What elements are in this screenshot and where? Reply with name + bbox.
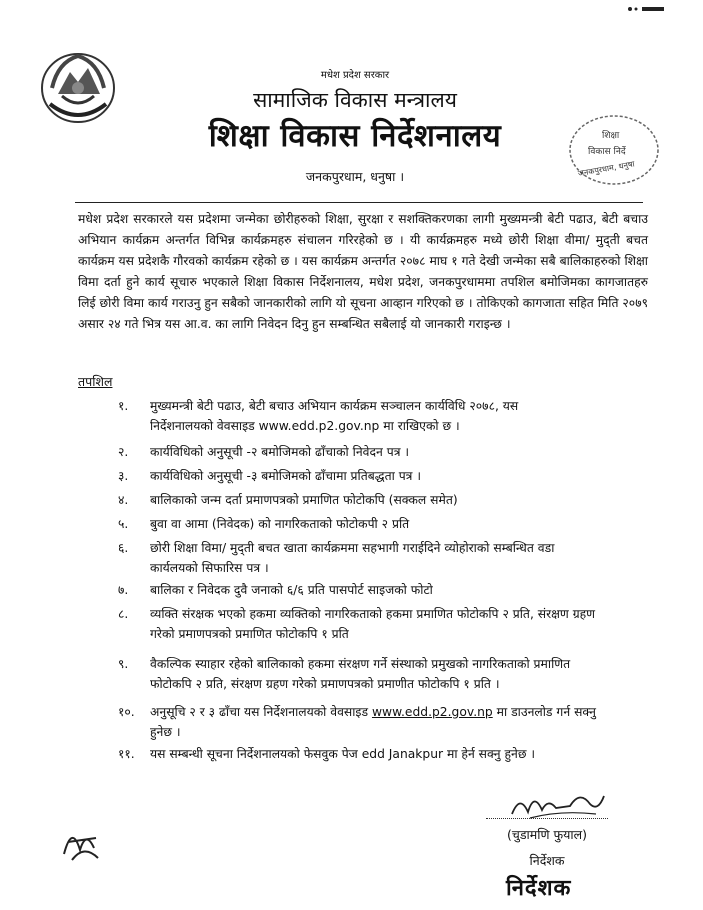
item-number: २. (118, 445, 129, 459)
signatory-stamp: निर्देशक (506, 876, 572, 901)
item-text: मुख्यमन्त्री बेटी पढाउ, बेटी बचाउ अभियान कार्यक्रम सञ्चालन कार्यविधि २०७८, यस (150, 399, 519, 413)
directorate-name: शिक्षा विकास निर्देशनालय (208, 118, 502, 154)
item-text: यस सम्बन्धी सूचना निर्देशनालयको फेसवुक पेज edd Janakpur मा हेर्न सक्नु हुनेछ । (150, 747, 536, 761)
item-text-cont: निर्देशनालयको वेवसाइड www.edd.p2.gov.np मा राखिएको छ । (150, 419, 460, 433)
item-number: ४. (118, 493, 129, 507)
list-item-9 (118, 654, 650, 694)
item-text-cont: कार्यलयको सिफारिस पत्र । (150, 561, 269, 575)
list-item-1 (118, 396, 650, 436)
item-text: छोरी शिक्षा विमा/ मुद्‌ती बचत खाता कार्यक्रममा सहभागी गराईदिने व्योहोराको सम्बन्धित वडा (150, 541, 555, 555)
government-name: मधेश प्रदेश सरकार (320, 70, 390, 81)
header-divider (75, 202, 643, 203)
item-number: ५. (118, 517, 129, 531)
item-number: ३. (118, 469, 129, 483)
item-number: ८. (118, 607, 129, 621)
list-item-4 (118, 490, 650, 510)
list-item-3 (118, 466, 650, 486)
list-item-5 (118, 514, 650, 534)
item-text: बालिकाको जन्म दर्ता प्रमाणपत्रको प्रमाणित फोटोकपि (सक्कल समेत) (150, 493, 458, 507)
item-number: ७. (118, 583, 129, 597)
office-stamp (566, 112, 662, 188)
item-text-cont: हुनेछ । (150, 725, 181, 739)
item-text: व्यक्ति संरक्षक भएको हकमा व्यक्तिको नागरिकताको हकमा प्रमाणित फोटोकपि २ प्रति, संरक्षण ग्रहण (150, 607, 596, 621)
item-text-cont: फोटोकपि २ प्रति, संरक्षण ग्रहण गरेको प्रमाणपत्रको प्रमाणीत फोटोकपि १ प्रति । (150, 677, 500, 691)
item-text: कार्यविधिको अनुसूची -२ बमोजिमको ढाँचाको निवेदन पत्र । (150, 445, 410, 459)
list-item-7 (118, 580, 650, 600)
item-number: ६. (118, 541, 129, 555)
corner-dots-mark (626, 4, 670, 14)
item-text: बालिका र निवेदक दुवै जनाको ६/६ प्रति पासपोर्ट साइजको फोटो (150, 583, 433, 597)
stamp-line-2: विकास निर्दे (588, 147, 626, 157)
notice-body: मधेश प्रदेश सरकारले यस प्रदेशमा जन्मेका छोरीहरुको शिक्षा, सुरक्षा र सशक्तिकरणका लागी मुख्यमन्त्री बेटी पढाउ, बेटी बचाउ अभियान कार्यक्रम अन्तर्गत विभिन्न कार्यक्रमहरु संचालन गरिरहेको छ । यी कार्यक्रमहरु मध्ये छोरी शिक्षा वीमा/ मुद्‌ती बचत कार्यक्रम यस प्रदेशकै गौरवको कार्यक्रम रहेको छ । यस कार्यक्रम अन्तर्गत २०७८ माघ १ गते देखी जन्मेका सबै बालिकाहरुको शिक्षा विमा दर्ता हुने कार्य सूचारु भएकाले शिक्षा विकास निर्देशनालय, मधेश प्रदेश, जनकपुरधाममा तपशिल बमोजिमका कागजातहरु लिई छोरी विमा कार्य गराउनु हुन सबैको जानकारीको लागि यो सूचना आव्हान गरिएको छ । तोकिएको कागजाता सहित मिति २०७९ असार २४ गते भित्र यस आ.व. का लागि निवेदन दिनु हुन सम्बन्धित सबैलाई यो जानकारी गराइन्छ । (78, 212, 648, 331)
item-text: मा डाउनलोड गर्न सक्नु (492, 705, 596, 719)
list-item-11 (118, 744, 650, 764)
signatory-name: (चुडामणि फुयाल) (507, 827, 587, 842)
stamp-line-1: शिक्षा (602, 131, 620, 141)
list-item-8 (118, 604, 650, 644)
signature-line (486, 818, 608, 819)
stamp-line-3: जनकपुरधाम, धनुषा (577, 159, 636, 179)
list-item-10 (118, 702, 650, 742)
ministry-name: सामाजिक विकास मन्त्रालय (253, 88, 457, 112)
initials-scribble (58, 820, 104, 864)
item-text: वैकल्पिक स्याहार रहेको बालिकाको हकमा संरक्षण गर्ने संस्थाको प्रमुखको नागरिकताको प्रमाणित (150, 657, 571, 671)
signatory-title: निर्देशक (529, 853, 565, 868)
list-item-2 (118, 442, 650, 462)
item-number: १०. (118, 705, 135, 719)
list-item-6 (118, 538, 650, 578)
item-text: बुवा वा आमा (निवेदक) को नागरिकताको फोटोकपी २ प्रति (150, 517, 410, 531)
item-text: कार्यविधिको अनुसूची -३ बमोजिमको ढाँचामा प्रतिबद्धता पत्र । (150, 469, 422, 483)
item-number: १. (118, 399, 129, 413)
item-number: ११. (118, 747, 135, 761)
website-link[interactable]: www.edd.p2.gov.np (371, 705, 493, 719)
office-location: जनकपुरधाम, धनुषा । (305, 169, 405, 184)
item-text: अनुसूचि २ र ३ ढाँचा यस निर्देशनालयको वेवसाइड (150, 705, 372, 719)
nepal-emblem-icon (38, 48, 118, 124)
list-title: तपशिल (78, 374, 113, 389)
item-number: ९. (118, 657, 129, 671)
item-text-cont: गरेको प्रमाणपत्रको प्रमाणित फोटोकपि १ प्रति (150, 627, 349, 641)
